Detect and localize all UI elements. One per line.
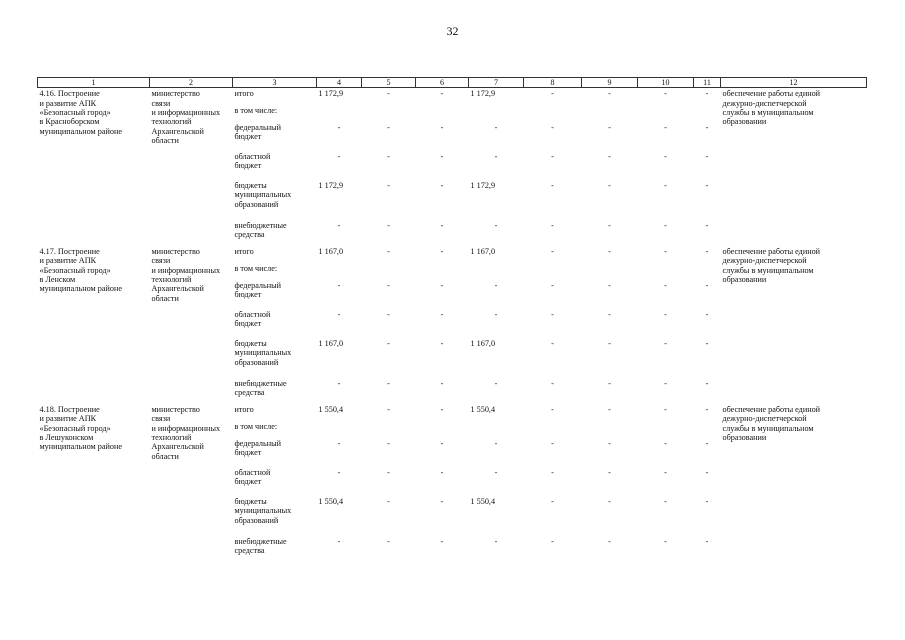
value-cell-col7: 1 167,0 — [470, 246, 496, 256]
value-cell-col8: - — [551, 151, 554, 161]
value-cell-col11: - — [705, 536, 709, 546]
funding-source-line: муниципальных — [234, 506, 292, 516]
funding-source — [233, 378, 317, 404]
funding-source-line: итого — [234, 246, 254, 256]
funding-source-line: бюджет — [234, 319, 262, 329]
executor-line: и информационных — [151, 265, 221, 275]
value-cell-col8 — [524, 421, 582, 438]
value-cell-col9: - — [608, 438, 611, 448]
value-cell-col7: 1 172,9 — [470, 180, 496, 190]
value-cell-col7: - — [494, 122, 498, 132]
value-cell-col5: - — [387, 496, 390, 506]
value-cell-col5: - — [387, 280, 390, 290]
funding-source-line: областной — [234, 309, 271, 319]
value-cell-col5: - — [387, 122, 390, 132]
value-cell-col5: - — [387, 180, 390, 190]
value-cell-col10: - — [664, 496, 667, 506]
expected-result-line: дежурно-диспетчерской — [722, 414, 807, 424]
value-cell-col9: - — [608, 536, 611, 546]
value-cell-col9: - — [608, 220, 611, 230]
value-cell-col11: - — [705, 220, 709, 230]
value-cell-col4: - — [337, 309, 341, 319]
funding-source-line: бюджет — [234, 448, 262, 458]
executor-line: связи — [151, 414, 171, 424]
page-number: 32 — [446, 24, 459, 38]
budget-table — [37, 77, 867, 562]
executor — [150, 88, 233, 246]
value-cell-col6: - — [440, 89, 444, 99]
value-cell-col11: - — [705, 122, 709, 132]
value-cell-col6 — [416, 105, 469, 122]
value-cell-col10: - — [664, 536, 667, 546]
executor-line: министерство — [151, 404, 200, 414]
value-cell-col6: - — [440, 309, 444, 319]
header-cell-9: 9 — [582, 78, 638, 88]
header-cell-8: 8 — [524, 78, 582, 88]
value-cell-col4: - — [337, 220, 341, 230]
value-cell-col4: 1 172,9 — [318, 180, 344, 190]
value-cell-col5 — [362, 105, 416, 122]
value-cell-col7: 1 550,4 — [470, 404, 496, 414]
value-cell-col9 — [582, 105, 638, 122]
value-cell-col10: - — [664, 151, 667, 161]
executor-line: Архангельской — [151, 126, 204, 136]
value-cell-col11: - — [705, 280, 709, 290]
funding-source — [233, 263, 317, 280]
value-cell-col9: - — [608, 280, 611, 290]
expected-result — [721, 404, 867, 562]
executor-line: области — [151, 293, 179, 303]
value-cell-col8: - — [551, 536, 554, 546]
value-cell-col5: - — [387, 151, 390, 161]
funding-source-line: средства — [234, 230, 265, 240]
value-cell-col7: 1 167,0 — [470, 338, 496, 348]
funding-source — [233, 88, 317, 105]
header-cell-11: 11 — [694, 78, 721, 88]
funding-source-line: внебюджетные — [234, 378, 287, 388]
measure-name — [38, 88, 150, 246]
value-cell-col10 — [638, 105, 694, 122]
value-cell-col5: - — [387, 246, 390, 256]
value-cell-col5: - — [387, 309, 390, 319]
value-cell-col10: - — [664, 89, 667, 99]
executor-line: технологий — [151, 117, 192, 127]
value-cell-col7: - — [494, 378, 498, 388]
value-cell-col7: 1 550,4 — [470, 496, 496, 506]
funding-source-line: в том числе: — [234, 263, 278, 273]
expected-result-line: дежурно-диспетчерской — [722, 256, 807, 266]
value-cell-col5: - — [387, 338, 390, 348]
executor-line: и информационных — [151, 423, 221, 433]
table-row — [38, 88, 867, 105]
value-cell-col9: - — [608, 378, 611, 388]
measure-name — [38, 404, 150, 562]
funding-source-line: внебюджетные — [234, 536, 287, 546]
value-cell-col7: - — [494, 280, 498, 290]
header-cell-4: 4 — [317, 78, 362, 88]
expected-result-line: обеспечение работы единой — [722, 246, 821, 256]
value-cell-col4: 1 167,0 — [318, 338, 344, 348]
measure-name-line: и развитие АПК — [39, 414, 97, 424]
value-cell-col9: - — [608, 496, 611, 506]
value-cell-col11: - — [705, 89, 709, 99]
funding-source-line: муниципальных — [234, 348, 292, 358]
value-cell-col10: - — [664, 338, 667, 348]
value-cell-col7: - — [494, 309, 498, 319]
header-cell-5: 5 — [362, 78, 416, 88]
funding-source-line: бюджет — [234, 290, 262, 300]
value-cell-col8: - — [551, 467, 554, 477]
executor-line: технологий — [151, 432, 192, 442]
value-cell-col11: - — [705, 438, 709, 448]
funding-source — [233, 536, 317, 562]
funding-source — [233, 246, 317, 263]
value-cell-col8: - — [551, 89, 554, 99]
value-cell-col4 — [317, 421, 362, 438]
value-cell-col4: 1 550,4 — [318, 404, 344, 414]
measure-name-line: и развитие АПК — [39, 98, 97, 108]
value-cell-col10: - — [664, 180, 667, 190]
value-cell-col4: 1 172,9 — [318, 89, 344, 99]
value-cell-col7: 1 172,9 — [470, 89, 496, 99]
value-cell-col8 — [524, 105, 582, 122]
executor-line: министерство — [151, 246, 200, 256]
value-cell-col11 — [694, 421, 721, 438]
expected-result-line: службы в муниципальном — [722, 108, 814, 118]
measure-name-line: 4.17. Построение — [39, 246, 100, 256]
value-cell-col11: - — [705, 151, 709, 161]
executor — [150, 404, 233, 562]
value-cell-col6: - — [440, 378, 444, 388]
funding-source-line: итого — [234, 404, 254, 414]
funding-source — [233, 438, 317, 467]
header-cell-2: 2 — [150, 78, 233, 88]
value-cell-col5: - — [387, 536, 390, 546]
value-cell-col10: - — [664, 280, 667, 290]
value-cell-col9: - — [608, 180, 611, 190]
value-cell-col4 — [317, 105, 362, 122]
funding-source-line: федеральный — [234, 280, 282, 290]
funding-source-line: федеральный — [234, 438, 282, 448]
value-cell-col11: - — [705, 309, 709, 319]
value-cell-col4: - — [337, 467, 341, 477]
value-cell-col10: - — [664, 404, 667, 414]
value-cell-col7: - — [494, 151, 498, 161]
value-cell-col4: - — [337, 151, 341, 161]
funding-source-line: областной — [234, 151, 271, 161]
funding-source-line: в том числе: — [234, 105, 278, 115]
value-cell-col6: - — [440, 151, 444, 161]
value-cell-col10: - — [664, 438, 667, 448]
funding-source-line: бюджет — [234, 132, 262, 142]
value-cell-col7: - — [494, 438, 498, 448]
funding-source-line: в том числе: — [234, 421, 278, 431]
measure-name-line: в Ленском — [39, 274, 76, 284]
value-cell-col8: - — [551, 309, 554, 319]
expected-result-line: образовании — [722, 274, 767, 284]
funding-source — [233, 151, 317, 180]
value-cell-col11 — [694, 263, 721, 280]
value-cell-col4: - — [337, 280, 341, 290]
value-cell-col6: - — [440, 180, 444, 190]
value-cell-col11: - — [705, 246, 709, 256]
value-cell-col5: - — [387, 378, 390, 388]
value-cell-col8 — [524, 263, 582, 280]
measure-name-line: в Лешуконском — [39, 432, 94, 442]
value-cell-col11 — [694, 105, 721, 122]
value-cell-col6: - — [440, 246, 444, 256]
value-cell-col7 — [469, 105, 524, 122]
value-cell-col6: - — [440, 536, 444, 546]
funding-source — [233, 404, 317, 421]
funding-source-line: бюджет — [234, 161, 262, 171]
value-cell-col10 — [638, 263, 694, 280]
header-cell-12: 12 — [721, 78, 867, 88]
value-cell-col6: - — [440, 122, 444, 132]
value-cell-col9: - — [608, 309, 611, 319]
value-cell-col10 — [638, 421, 694, 438]
value-cell-col10: - — [664, 378, 667, 388]
executor — [150, 246, 233, 404]
expected-result-line: образовании — [722, 117, 767, 127]
expected-result-line: обеспечение работы единой — [722, 404, 821, 414]
value-cell-col9: - — [608, 246, 611, 256]
value-cell-col7: - — [494, 536, 498, 546]
expected-result-line: дежурно-диспетчерской — [722, 98, 807, 108]
value-cell-col6: - — [440, 220, 444, 230]
table-row — [38, 404, 867, 421]
value-cell-col9: - — [608, 151, 611, 161]
value-cell-col11: - — [705, 496, 709, 506]
funding-source — [233, 220, 317, 246]
measure-name — [38, 246, 150, 404]
expected-result — [721, 88, 867, 246]
funding-source — [233, 280, 317, 309]
value-cell-col5: - — [387, 89, 390, 99]
value-cell-col9: - — [608, 89, 611, 99]
measure-name-line: 4.16. Построение — [39, 89, 100, 99]
value-cell-col9: - — [608, 122, 611, 132]
funding-source-line: средства — [234, 546, 265, 556]
measure-name-line: муниципальном районе — [39, 442, 122, 452]
expected-result-line: образовании — [722, 432, 767, 442]
value-cell-col10: - — [664, 309, 667, 319]
value-cell-col8: - — [551, 122, 554, 132]
value-cell-col6: - — [440, 467, 444, 477]
funding-source-line: образований — [234, 357, 279, 367]
executor-line: области — [151, 451, 179, 461]
value-cell-col5 — [362, 263, 416, 280]
value-cell-col8: - — [551, 280, 554, 290]
funding-source-line: средства — [234, 388, 265, 398]
funding-source-line: итого — [234, 89, 254, 99]
executor-line: министерство — [151, 89, 200, 99]
funding-source-line: бюджеты — [234, 180, 267, 190]
funding-source-line: образований — [234, 199, 279, 209]
value-cell-col8: - — [551, 378, 554, 388]
executor-line: Архангельской — [151, 284, 204, 294]
funding-source — [233, 496, 317, 536]
funding-source-line: областной — [234, 467, 271, 477]
value-cell-col10: - — [664, 122, 667, 132]
table-row — [38, 246, 867, 263]
value-cell-col11: - — [705, 378, 709, 388]
value-cell-col7 — [469, 263, 524, 280]
measure-name-line: «Безопасный город» — [39, 108, 111, 118]
value-cell-col10: - — [664, 220, 667, 230]
executor-line: области — [151, 136, 179, 146]
funding-source-line: бюджет — [234, 477, 262, 487]
measure-name-line: «Безопасный город» — [39, 423, 111, 433]
value-cell-col6: - — [440, 338, 444, 348]
measure-name-line: и развитие АПК — [39, 256, 97, 266]
value-cell-col4 — [317, 263, 362, 280]
value-cell-col7 — [469, 421, 524, 438]
value-cell-col8: - — [551, 246, 554, 256]
value-cell-col10: - — [664, 246, 667, 256]
value-cell-col4: - — [337, 122, 341, 132]
value-cell-col11: - — [705, 338, 709, 348]
measure-name-line: 4.18. Построение — [39, 404, 100, 414]
value-cell-col11: - — [705, 467, 709, 477]
header-cell-10: 10 — [638, 78, 694, 88]
value-cell-col8: - — [551, 220, 554, 230]
table-header — [38, 78, 867, 88]
funding-source — [233, 309, 317, 338]
value-cell-col11: - — [705, 404, 709, 414]
value-cell-col8: - — [551, 180, 554, 190]
funding-source — [233, 421, 317, 438]
executor-line: Архангельской — [151, 442, 204, 452]
value-cell-col5: - — [387, 467, 390, 477]
header-cell-6: 6 — [416, 78, 469, 88]
value-cell-col4: - — [337, 378, 341, 388]
value-cell-col8: - — [551, 404, 554, 414]
value-cell-col6 — [416, 421, 469, 438]
value-cell-col6 — [416, 263, 469, 280]
header-cell-3: 3 — [233, 78, 317, 88]
value-cell-col9: - — [608, 338, 611, 348]
value-cell-col10: - — [664, 467, 667, 477]
value-cell-col7: - — [494, 467, 498, 477]
value-cell-col11: - — [705, 180, 709, 190]
value-cell-col4: - — [337, 438, 341, 448]
budget-table-container — [37, 77, 866, 562]
value-cell-col8: - — [551, 496, 554, 506]
funding-source-line: федеральный — [234, 122, 282, 132]
value-cell-col7: - — [494, 220, 498, 230]
executor-line: технологий — [151, 274, 192, 284]
value-cell-col9 — [582, 263, 638, 280]
value-cell-col9 — [582, 421, 638, 438]
value-cell-col5 — [362, 421, 416, 438]
value-cell-col8: - — [551, 338, 554, 348]
funding-source-line: бюджеты — [234, 338, 267, 348]
measure-name-line: «Безопасный город» — [39, 265, 111, 275]
expected-result-line: службы в муниципальном — [722, 265, 814, 275]
funding-source — [233, 122, 317, 151]
value-cell-col6: - — [440, 438, 444, 448]
header-cell-7: 7 — [469, 78, 524, 88]
funding-source-line: образований — [234, 515, 279, 525]
value-cell-col6: - — [440, 280, 444, 290]
funding-source — [233, 180, 317, 220]
expected-result-line: службы в муниципальном — [722, 423, 814, 433]
value-cell-col4: 1 550,4 — [318, 496, 344, 506]
executor-line: и информационных — [151, 108, 221, 118]
value-cell-col8: - — [551, 438, 554, 448]
value-cell-col5: - — [387, 404, 390, 414]
measure-name-line: муниципальном районе — [39, 126, 122, 136]
header-cell-1: 1 — [38, 78, 150, 88]
measure-name-line: муниципальном районе — [39, 284, 122, 294]
value-cell-col9: - — [608, 467, 611, 477]
table-body — [38, 88, 867, 562]
value-cell-col6: - — [440, 496, 444, 506]
funding-source — [233, 338, 317, 378]
value-cell-col4: 1 167,0 — [318, 246, 344, 256]
funding-source-line: внебюджетные — [234, 220, 287, 230]
value-cell-col5: - — [387, 220, 390, 230]
expected-result-line: обеспечение работы единой — [722, 89, 821, 99]
funding-source-line: бюджеты — [234, 496, 267, 506]
header-row — [38, 78, 867, 88]
expected-result — [721, 246, 867, 404]
executor-line: связи — [151, 256, 171, 266]
funding-source — [233, 467, 317, 496]
value-cell-col4: - — [337, 536, 341, 546]
value-cell-col6: - — [440, 404, 444, 414]
value-cell-col9: - — [608, 404, 611, 414]
funding-source — [233, 105, 317, 122]
measure-name-line: в Красноборском — [39, 117, 100, 127]
executor-line: связи — [151, 98, 171, 108]
value-cell-col5: - — [387, 438, 390, 448]
funding-source-line: муниципальных — [234, 190, 292, 200]
